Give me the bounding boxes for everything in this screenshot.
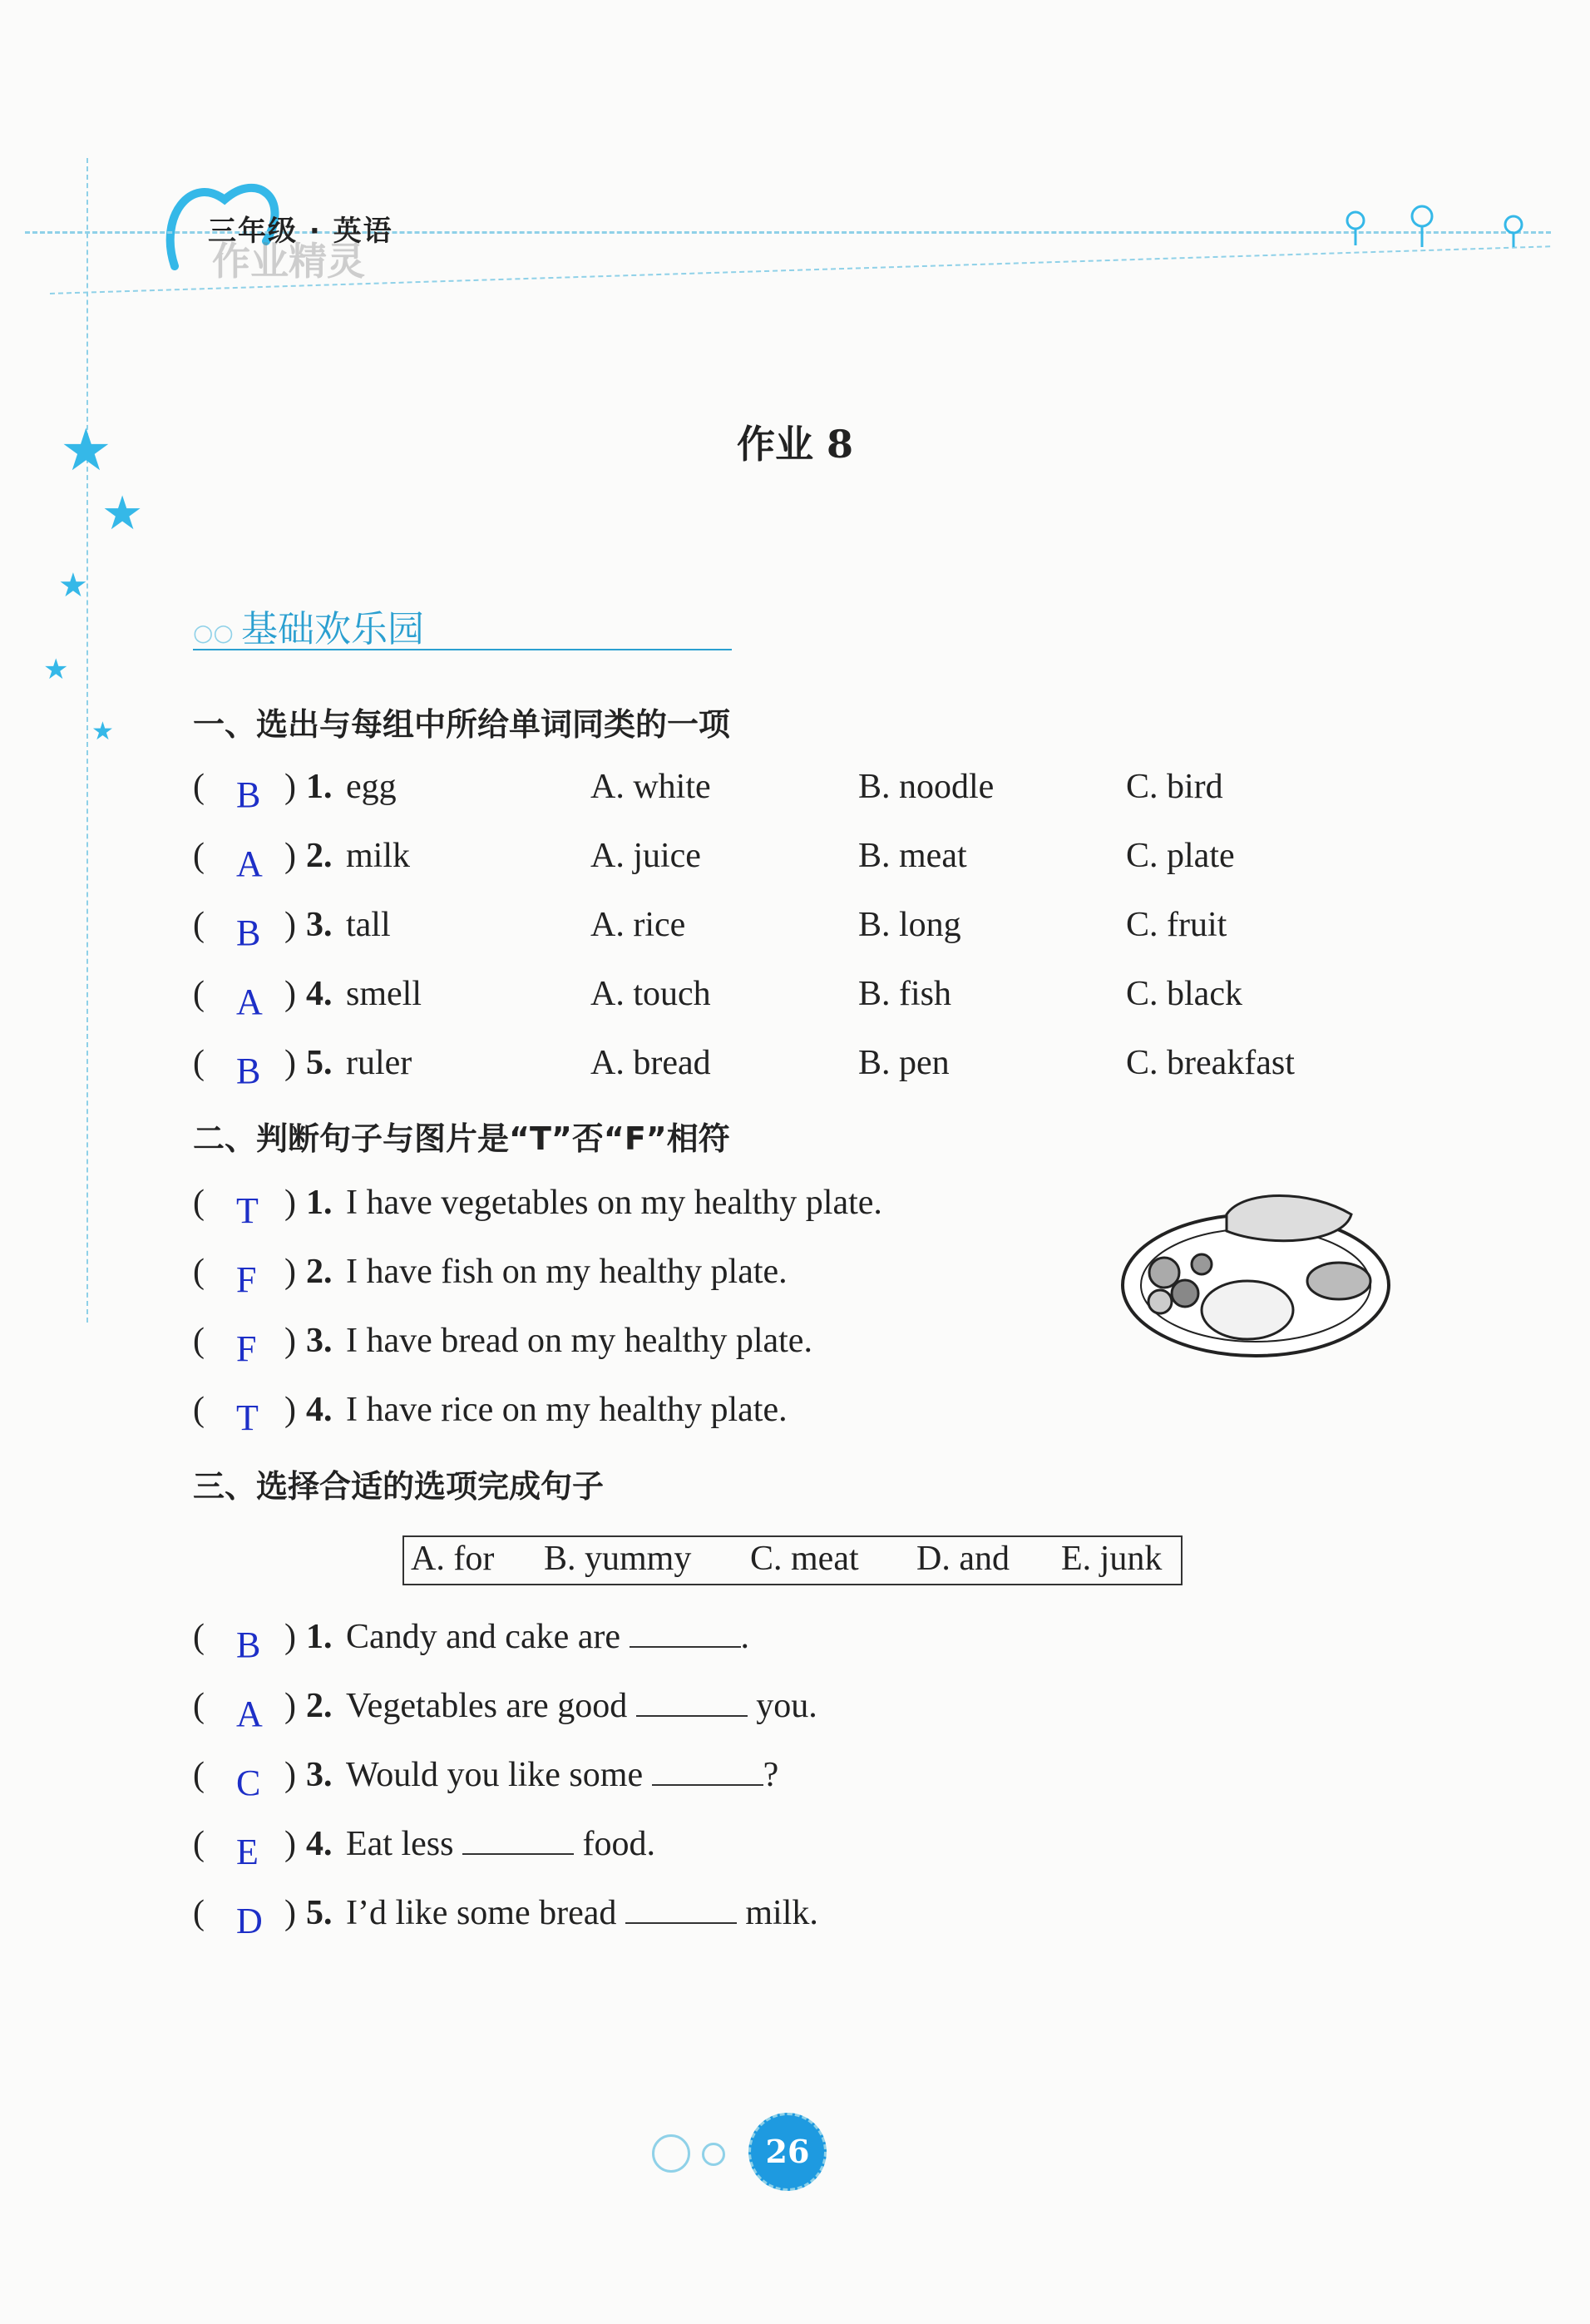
star-icon: ★ bbox=[60, 419, 112, 483]
answer: A bbox=[236, 843, 263, 884]
margin-dashed-line bbox=[86, 158, 88, 1323]
star-icon: ★ bbox=[91, 718, 114, 745]
answer: A bbox=[236, 1694, 263, 1734]
decor-circle bbox=[652, 2134, 690, 2173]
worksheet-page: 三年级 · 英语 作业精灵 ★ ★ ★ ★ ★ 作业 8 ○○ 基础欢乐园 一、选出与每组中所给单词同类的一项 ( B ) 1. egg A. white B. noodle C. bird ( A ) 2. milk A. juice B. meat C. plate ( B ) 3. tall A. rice B. long C. fruit ( A ) 4. smell A. touch B. fish C. black ( B ) 5. ruler A. bread B. pen C. breakfast 二、判断句子与图片是“T”否“F”相符 ( T ) 1. I have vegetables on my healthy plate. ( F ) 2. I have fish on my healthy plate. ( F ) 3. I have bread on my healthy plate. ( T ) 4. I have rice on my healthy plate. 三、选择合适的选项完成句子 A. for B. yummy C. meat D. and E. junk ( B ) 1. Candy and cake are . ( A ) 2. Vegetables are good you. ( C ) 3. Would you like some ? ( E ) 4. Eat less food. ( D ) 5. I’d like some bread milk. 26 bbox=[0, 0, 1590, 2324]
decor-circle-small bbox=[702, 2143, 725, 2166]
banner-underline bbox=[193, 649, 732, 650]
word-option: C. meat bbox=[750, 1540, 859, 1578]
answer: A bbox=[236, 982, 263, 1022]
word-option: D. and bbox=[916, 1540, 1010, 1578]
blank bbox=[625, 1894, 737, 1924]
healthy-plate-illustration bbox=[1118, 1181, 1393, 1364]
answer: F bbox=[236, 1259, 257, 1300]
blank bbox=[462, 1825, 574, 1855]
q1-title: 一、选出与每组中所给单词同类的一项 bbox=[193, 706, 731, 743]
blank bbox=[636, 1687, 748, 1717]
star-icon: ★ bbox=[58, 566, 88, 604]
answer: T bbox=[236, 1190, 259, 1231]
blank bbox=[652, 1756, 763, 1786]
star-icon: ★ bbox=[43, 655, 69, 685]
word-option: E. junk bbox=[1061, 1540, 1163, 1578]
banner-dots: ○○ bbox=[193, 619, 234, 646]
q2-title: 二、判断句子与图片是“T”否“F”相符 bbox=[193, 1120, 730, 1157]
page-number: 26 bbox=[748, 2113, 827, 2191]
flower-decoration-icon bbox=[1331, 195, 1538, 254]
q3-title: 三、选择合适的选项完成句子 bbox=[193, 1468, 605, 1505]
word-option: A. for bbox=[411, 1540, 495, 1578]
blank bbox=[630, 1618, 741, 1648]
answer: B bbox=[236, 1051, 261, 1091]
section-banner: 基础欢乐园 bbox=[241, 608, 424, 650]
answer: E bbox=[236, 1832, 259, 1872]
word-bank bbox=[402, 1535, 1183, 1585]
answer: D bbox=[236, 1901, 263, 1941]
answer: C bbox=[236, 1763, 261, 1803]
assignment-title: 作业 8 bbox=[736, 422, 854, 467]
answer: F bbox=[236, 1328, 257, 1369]
answer: T bbox=[236, 1397, 259, 1438]
watermark: 作业精灵 bbox=[212, 239, 365, 284]
grade-subject-label: 三年级 · 英语 bbox=[208, 215, 393, 248]
answer: B bbox=[236, 774, 261, 815]
word-option: B. yummy bbox=[544, 1540, 692, 1578]
answer: B bbox=[236, 912, 261, 953]
star-icon: ★ bbox=[101, 488, 144, 540]
answer: B bbox=[236, 1624, 261, 1665]
